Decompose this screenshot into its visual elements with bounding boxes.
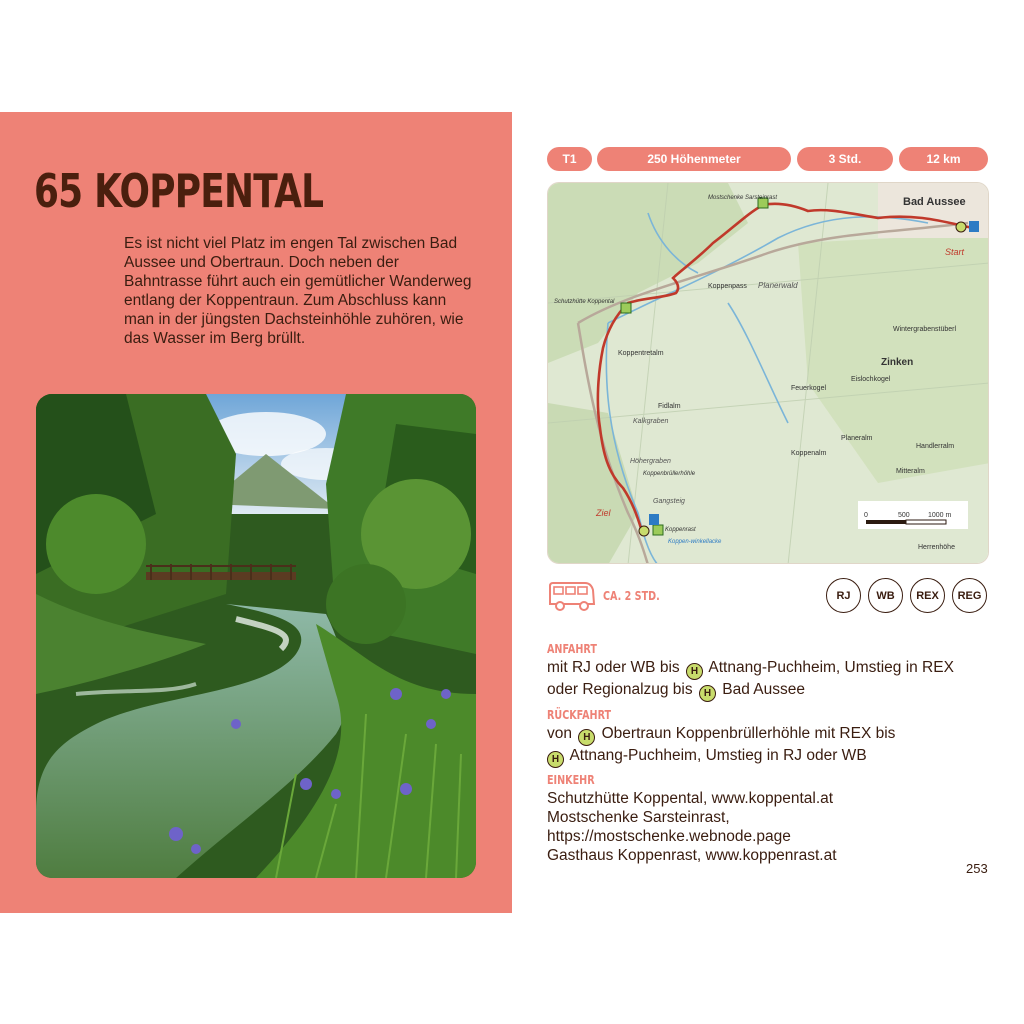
map-label-fidlalm: Fidlalm: [658, 403, 681, 410]
map-label-herrenhoehe: Herrenhöhe: [918, 544, 955, 551]
map-label-handlerralm: Handlerralm: [916, 443, 955, 450]
map-scale-500: 500: [898, 512, 910, 519]
map-label-planeralm: Planeralm: [841, 435, 873, 442]
map-label-ziel: Ziel: [596, 508, 611, 518]
route-map: [547, 182, 989, 564]
map-label-kalkgraben: Kalkgraben: [633, 418, 669, 425]
bus-icon: [547, 580, 597, 619]
left-page-panel: [0, 112, 512, 913]
duration-pill: 3 Std.: [797, 147, 893, 171]
einkehr-link[interactable]: https://mostschenke.webnode.page: [547, 828, 791, 845]
map-scale-1000: 1000 m: [928, 512, 952, 519]
map-label-feuerkogel: Feuerkogel: [791, 385, 827, 392]
map-label-zinken: Zinken: [881, 357, 914, 368]
train-badge-wb: WB: [868, 578, 903, 613]
elevation-pill: 250 Höhenmeter: [597, 147, 791, 171]
stop-icon: H: [578, 729, 595, 746]
map-label-koppenpass: Koppenpass: [708, 283, 747, 290]
einkehr-line: Gasthaus Koppenrast, www.koppenrast.at: [547, 847, 837, 864]
map-label-koppentretalm: Koppentretalm: [618, 350, 664, 357]
train-badge-rj: RJ: [826, 578, 861, 613]
map-label-wintergrabenstuebel: Wintergrabenstüberl: [893, 326, 957, 333]
page-number: 253: [966, 861, 988, 876]
map-label-koppenrast: Koppenrast: [665, 527, 696, 533]
einkehr-heading: EINKEHR: [547, 773, 595, 787]
stop-icon: H: [699, 685, 716, 702]
map-label-planerwald: Planerwald: [758, 281, 798, 290]
map-label-schutzhuette: Schutzhütte Koppental: [554, 299, 615, 305]
page-title: 65 KOPPENTAL: [34, 164, 324, 218]
map-label-eislochkogel: Eislochkogel: [851, 376, 891, 383]
train-badge-reg: REG: [952, 578, 987, 613]
stop-icon: H: [686, 663, 703, 680]
anfahrt-heading: ANFAHRT: [547, 642, 597, 656]
intro-text: Es ist nicht viel Platz im engen Tal zwischen Bad Aussee und Obertraun. Doch neben der Bahntrasse führt auch ein gemütlicher Wanderweg entlang der Koppentraun. Zum Abschluss kann man in der jüngsten Dachsteinhöhle zuhören, wie das Wasser im Berg brüllt.: [124, 235, 472, 347]
einkehr-line: Schutzhütte Koppental, www.koppental.at: [547, 790, 834, 807]
map-label-mostschenke: Mostschenke Sarsteinrast: [708, 195, 778, 201]
map-label-start: Start: [945, 247, 965, 257]
distance-pill: 12 km: [899, 147, 988, 171]
map-label-bad-aussee: Bad Aussee: [903, 196, 966, 208]
rueckfahrt-heading: RÜCKFAHRT: [547, 708, 612, 722]
map-label-hoehergraben: Höhergraben: [630, 458, 671, 465]
einkehr-line: Mostschenke Sarsteinrast,: [547, 809, 730, 826]
bus-duration: CA. 2 STD.: [603, 589, 660, 603]
map-scale-0: 0: [864, 512, 868, 519]
stop-icon: H: [547, 751, 564, 768]
difficulty-pill: T1: [547, 147, 592, 171]
anfahrt-text: mit RJ oder WB bis H Attnang-Puchheim, Umstieg in REX oder Regionalzug bis H Bad Aussee: [547, 658, 997, 702]
landscape-photo: [36, 394, 476, 878]
map-label-koppenwinkellacke: Koppen-winkellacke: [668, 539, 722, 545]
rueckfahrt-text: von H Obertraun Koppenbrüllerhöhle mit REX bis H Attnang-Puchheim, Umstieg in RJ oder WB: [547, 724, 997, 768]
map-label-mitteralm: Mitteralm: [896, 468, 925, 475]
map-label-koppenbruellerhoehle: Koppenbrüllerhöhle: [643, 471, 696, 477]
train-badge-rex: REX: [910, 578, 945, 613]
map-label-gangsteig: Gangsteig: [653, 498, 685, 505]
einkehr-text: [547, 789, 997, 865]
map-label-koppenalm: Koppenalm: [791, 450, 827, 457]
